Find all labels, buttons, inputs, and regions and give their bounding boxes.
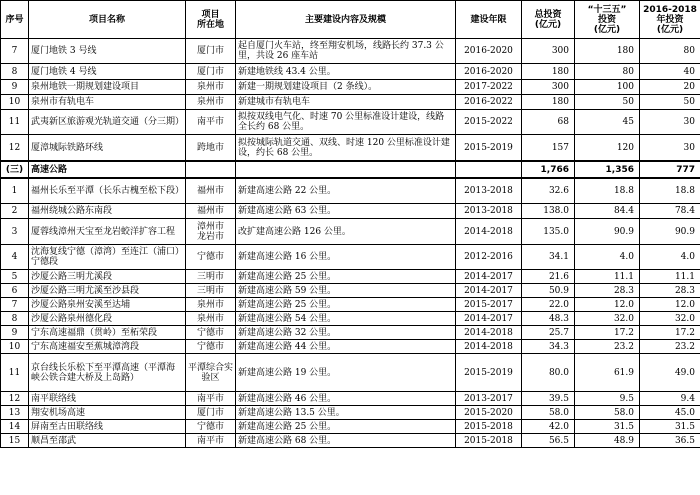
row-period: 9.4 (640, 392, 700, 406)
row-years: 2014-2017 (456, 284, 522, 298)
row-seq: 2 (1, 204, 29, 219)
row-total: 34.1 (522, 245, 575, 270)
row-plan: 58.0 (575, 406, 640, 420)
row-total: 39.5 (522, 392, 575, 406)
row-project-name: 厦门地铁 4 号线 (29, 64, 186, 80)
row-content: 新建高速公路 59 公里。 (236, 284, 456, 298)
header-seq: 序号 (1, 1, 29, 39)
row-project-name: 京台线长乐松下至平潭高速（平潭海峡公铁合建大桥及上岛路） (29, 354, 186, 392)
row-project-name: 宁东高速福安至蕉城漳湾段 (29, 340, 186, 354)
row-location: 南平市 (186, 392, 236, 406)
table-row (1, 204, 700, 219)
row-content: 新建高速公路 63 公里。 (236, 204, 456, 219)
header-project-name: 项目名称 (29, 1, 186, 39)
row-project-name: 厦蓉线漳州天宝至龙岩蛟洋扩容工程 (29, 219, 186, 245)
row-content: 新建高速公路 25 公里。 (236, 420, 456, 434)
row-content: 新建一期规划建设项目（2 条线）。 (236, 80, 456, 95)
row-content: 新建高速公路 44 公里。 (236, 340, 456, 354)
table-row (1, 406, 700, 420)
row-seq: 6 (1, 284, 29, 298)
row-location: 福州市 (186, 178, 236, 204)
row-total: 34.3 (522, 340, 575, 354)
row-seq: 12 (1, 135, 29, 162)
table-row (1, 178, 700, 204)
row-seq: 7 (1, 39, 29, 64)
row-plan: 61.9 (575, 354, 640, 392)
table-row (1, 326, 700, 340)
row-period: 30 (640, 135, 700, 162)
table-row (1, 135, 700, 162)
row-period: 4.0 (640, 245, 700, 270)
table-row (1, 340, 700, 354)
row-project-name: 沙厦公路泉州德化段 (29, 312, 186, 326)
row-project-name: 武夷新区旅游观光轨道交通（分三期） (29, 110, 186, 135)
row-seq: 14 (1, 420, 29, 434)
row-years: 2014-2018 (456, 326, 522, 340)
section-empty-content (236, 161, 456, 178)
row-years: 2014-2017 (456, 312, 522, 326)
row-plan: 28.3 (575, 284, 640, 298)
row-location: 宁德市 (186, 420, 236, 434)
row-project-name: 宁东高速福鼎（贯岭）至柘荣段 (29, 326, 186, 340)
row-location: 漳州市 龙岩市 (186, 219, 236, 245)
highway-rows (1, 178, 700, 448)
row-project-name: 沙厦公路三明尤溪至沙县段 (29, 284, 186, 298)
row-total: 50.9 (522, 284, 575, 298)
row-location: 跨地市 (186, 135, 236, 162)
row-location: 宁德市 (186, 340, 236, 354)
table-row (1, 284, 700, 298)
section-total: 1,766 (522, 161, 575, 178)
row-plan: 120 (575, 135, 640, 162)
row-seq: 3 (1, 219, 29, 245)
row-project-name: 福州绕城公路东南段 (29, 204, 186, 219)
row-period: 80 (640, 39, 700, 64)
row-years: 2013-2018 (456, 178, 522, 204)
row-content: 新建高速公路 32 公里。 (236, 326, 456, 340)
table-row (1, 434, 700, 448)
row-project-name: 厦漳城际铁路环线 (29, 135, 186, 162)
row-seq: 10 (1, 95, 29, 110)
section-row (1, 161, 700, 178)
row-content: 新建地铁线 43.4 公里。 (236, 64, 456, 80)
row-plan: 11.1 (575, 270, 640, 284)
row-location: 南平市 (186, 434, 236, 448)
row-plan: 23.2 (575, 340, 640, 354)
row-plan: 9.5 (575, 392, 640, 406)
table-row (1, 219, 700, 245)
row-total: 300 (522, 39, 575, 64)
row-seq: 9 (1, 80, 29, 95)
row-total: 180 (522, 64, 575, 80)
row-seq: 11 (1, 354, 29, 392)
row-period: 17.2 (640, 326, 700, 340)
row-plan: 180 (575, 39, 640, 64)
row-content: 拟按城际轨道交通、双线、时速 120 公里标准设计建设，约长 68 公里。 (236, 135, 456, 162)
header-row (1, 1, 700, 39)
table-row (1, 110, 700, 135)
row-plan: 45 (575, 110, 640, 135)
row-project-name: 沙厦公路三明尤溪段 (29, 270, 186, 284)
rail-rows (1, 39, 700, 162)
section-plan: 1,356 (575, 161, 640, 178)
row-total: 56.5 (522, 434, 575, 448)
row-seq: 10 (1, 340, 29, 354)
table-row (1, 312, 700, 326)
row-years: 2013-2018 (456, 204, 522, 219)
row-location: 厦门市 (186, 64, 236, 80)
row-seq: 8 (1, 64, 29, 80)
row-location: 厦门市 (186, 406, 236, 420)
row-period: 90.9 (640, 219, 700, 245)
table-row (1, 354, 700, 392)
row-total: 58.0 (522, 406, 575, 420)
row-total: 32.6 (522, 178, 575, 204)
row-content: 改扩建高速公路 126 公里。 (236, 219, 456, 245)
highway-section (1, 161, 700, 178)
row-plan: 32.0 (575, 312, 640, 326)
row-content: 新建高速公路 68 公里。 (236, 434, 456, 448)
row-location: 三明市 (186, 284, 236, 298)
row-total: 300 (522, 80, 575, 95)
header-content: 主要建设内容及规模 (236, 1, 456, 39)
row-period: 20 (640, 80, 700, 95)
row-total: 25.7 (522, 326, 575, 340)
row-content: 新建高速公路 22 公里。 (236, 178, 456, 204)
row-location: 宁德市 (186, 245, 236, 270)
row-plan: 17.2 (575, 326, 640, 340)
section-empty-years (456, 161, 522, 178)
row-location: 泉州市 (186, 95, 236, 110)
row-years: 2013-2017 (456, 392, 522, 406)
row-project-name: 沈海复线宁德（漳湾）至连江（浦口）宁德段 (29, 245, 186, 270)
row-seq: 15 (1, 434, 29, 448)
row-plan: 4.0 (575, 245, 640, 270)
row-period: 28.3 (640, 284, 700, 298)
header-period: 2016-2018 年投资 (亿元) (640, 1, 700, 39)
row-content: 新建高速公路 25 公里。 (236, 270, 456, 284)
row-content: 拟按双线电气化、时速 70 公里标准设计建设，线路全长约 68 公里。 (236, 110, 456, 135)
row-seq: 4 (1, 245, 29, 270)
row-seq: 1 (1, 178, 29, 204)
row-plan: 18.8 (575, 178, 640, 204)
row-location: 泉州市 (186, 298, 236, 312)
header-total: 总投资 (亿元) (522, 1, 575, 39)
row-seq: 13 (1, 406, 29, 420)
row-plan: 12.0 (575, 298, 640, 312)
row-project-name: 泉州地铁一期规划建设项目 (29, 80, 186, 95)
row-content: 起自厦门火车站，终至翔安机场，线路长约 37.3 公里，共设 26 座车站 (236, 39, 456, 64)
row-total: 22.0 (522, 298, 575, 312)
row-content: 新建高速公路 46 公里。 (236, 392, 456, 406)
row-location: 平潭综合实验区 (186, 354, 236, 392)
row-location: 厦门市 (186, 39, 236, 64)
row-location: 南平市 (186, 110, 236, 135)
row-period: 78.4 (640, 204, 700, 219)
row-period: 45.0 (640, 406, 700, 420)
row-content: 新建城市有轨电车 (236, 95, 456, 110)
table-row (1, 270, 700, 284)
table-row (1, 39, 700, 64)
row-years: 2014-2018 (456, 340, 522, 354)
row-plan: 100 (575, 80, 640, 95)
row-total: 80.0 (522, 354, 575, 392)
row-period: 49.0 (640, 354, 700, 392)
row-location: 泉州市 (186, 312, 236, 326)
row-plan: 90.9 (575, 219, 640, 245)
row-plan: 80 (575, 64, 640, 80)
table-row (1, 64, 700, 80)
row-years: 2012-2016 (456, 245, 522, 270)
row-period: 32.0 (640, 312, 700, 326)
table-row (1, 95, 700, 110)
row-period: 40 (640, 64, 700, 80)
row-period: 23.2 (640, 340, 700, 354)
row-period: 18.8 (640, 178, 700, 204)
row-plan: 50 (575, 95, 640, 110)
row-seq: 9 (1, 326, 29, 340)
table-row (1, 392, 700, 406)
row-location: 宁德市 (186, 326, 236, 340)
section-seq: (三) (1, 161, 29, 178)
row-project-name: 福州长乐至平潭（长乐古槐至松下段） (29, 178, 186, 204)
row-years: 2016-2022 (456, 95, 522, 110)
row-project-name: 屏南至古田联络线 (29, 420, 186, 434)
section-period: 777 (640, 161, 700, 178)
row-years: 2015-2019 (456, 354, 522, 392)
row-years: 2016-2020 (456, 39, 522, 64)
row-location: 三明市 (186, 270, 236, 284)
row-total: 135.0 (522, 219, 575, 245)
header-location: 项目 所在地 (186, 1, 236, 39)
row-years: 2015-2020 (456, 406, 522, 420)
row-total: 138.0 (522, 204, 575, 219)
row-years: 2015-2022 (456, 110, 522, 135)
row-plan: 31.5 (575, 420, 640, 434)
row-years: 2015-2017 (456, 298, 522, 312)
table-row (1, 245, 700, 270)
row-project-name: 沙厦公路泉州安溪至达埔 (29, 298, 186, 312)
row-years: 2015-2018 (456, 434, 522, 448)
header-plan: “十三五” 投资 (亿元) (575, 1, 640, 39)
row-total: 68 (522, 110, 575, 135)
row-total: 48.3 (522, 312, 575, 326)
row-period: 50 (640, 95, 700, 110)
row-seq: 11 (1, 110, 29, 135)
row-plan: 84.4 (575, 204, 640, 219)
row-seq: 8 (1, 312, 29, 326)
row-period: 11.1 (640, 270, 700, 284)
section-empty-loc (186, 161, 236, 178)
row-project-name: 顺昌至邵武 (29, 434, 186, 448)
row-years: 2015-2019 (456, 135, 522, 162)
row-period: 12.0 (640, 298, 700, 312)
row-years: 2014-2017 (456, 270, 522, 284)
row-content: 新建高速公路 25 公里。 (236, 298, 456, 312)
row-project-name: 厦门地铁 3 号线 (29, 39, 186, 64)
row-location: 福州市 (186, 204, 236, 219)
row-years: 2016-2020 (456, 64, 522, 80)
row-project-name: 泉州市有轨电车 (29, 95, 186, 110)
table-row (1, 420, 700, 434)
row-content: 新建高速公路 16 公里。 (236, 245, 456, 270)
row-content: 新建高速公路 13.5 公里。 (236, 406, 456, 420)
row-project-name: 南平联络线 (29, 392, 186, 406)
table-row (1, 298, 700, 312)
section-name: 高速公路 (29, 161, 186, 178)
row-content: 新建高速公路 54 公里。 (236, 312, 456, 326)
row-seq: 12 (1, 392, 29, 406)
row-seq: 7 (1, 298, 29, 312)
row-total: 42.0 (522, 420, 575, 434)
header-years: 建设年限 (456, 1, 522, 39)
row-project-name: 翔安机场高速 (29, 406, 186, 420)
table-row (1, 80, 700, 95)
row-years: 2017-2022 (456, 80, 522, 95)
row-total: 21.6 (522, 270, 575, 284)
row-period: 36.5 (640, 434, 700, 448)
row-seq: 5 (1, 270, 29, 284)
row-period: 30 (640, 110, 700, 135)
row-content: 新建高速公路 19 公里。 (236, 354, 456, 392)
row-years: 2014-2018 (456, 219, 522, 245)
row-years: 2015-2018 (456, 420, 522, 434)
row-plan: 48.9 (575, 434, 640, 448)
row-period: 31.5 (640, 420, 700, 434)
row-total: 157 (522, 135, 575, 162)
row-total: 180 (522, 95, 575, 110)
row-location: 泉州市 (186, 80, 236, 95)
